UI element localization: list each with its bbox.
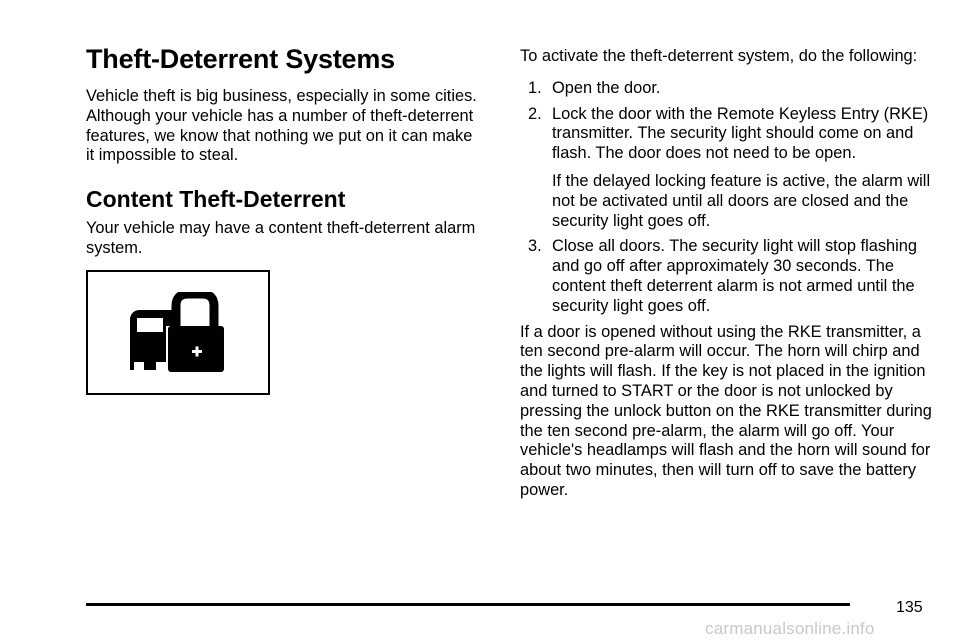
step-number: 3. — [528, 237, 542, 256]
intro-paragraph: Vehicle theft is big business, especially in some cities. Although your vehicle has a number of theft-deterrent features, we know that nothing we put on it can make it impossible to steal. — [86, 87, 477, 165]
section-heading: Content Theft-Deterrent — [86, 186, 346, 213]
footer-rule — [86, 603, 850, 606]
step-text: Close all doors. The security light will stop flashing and go off after approximately 30 seconds. The content theft deterrent alarm is not armed until the security light goes off. — [552, 237, 918, 315]
list-item — [520, 237, 940, 316]
page-title: Theft-Deterrent Systems — [86, 44, 395, 74]
step-number: 1. — [528, 78, 542, 97]
step-note: If the delayed locking feature is active, the alarm will not be activated until all doors are closed and the security light goes off. — [552, 171, 931, 230]
list-item — [520, 105, 940, 232]
right-column — [520, 47, 940, 501]
vehicle-padlock-security-icon — [128, 292, 228, 374]
watermark: carmanualsonline.info — [705, 619, 875, 638]
section-paragraph: Your vehicle may have a content theft-deterrent alarm system. — [86, 219, 476, 257]
page-number: 135 — [896, 599, 923, 616]
step-text: Lock the door with the Remote Keyless Entry (RKE) transmitter. The security light should come on and flash. The door does not need to be open. — [552, 104, 929, 163]
step-number: 2. — [528, 104, 542, 123]
steps-list — [520, 79, 940, 317]
activate-intro: To activate the theft-deterrent system, do the following: — [520, 47, 918, 65]
list-item — [520, 79, 940, 99]
security-symbol-box — [86, 270, 270, 395]
step-text: Open the door. — [552, 78, 661, 97]
closing-paragraph: If a door is opened without using the RKE transmitter, a ten second pre-alarm will occur. The horn will chirp and the lights will flash. If the key is not placed in the ignition and turned to START or the door is not unlocked by pressing the unlock button on the RKE transmitter during the ten second pre-alarm, the alarm will go off. Your vehicle's headlamps will flash and the horn will sound for about two minutes, then will turn off to save the battery power. — [520, 322, 932, 499]
left-column — [86, 40, 481, 259]
